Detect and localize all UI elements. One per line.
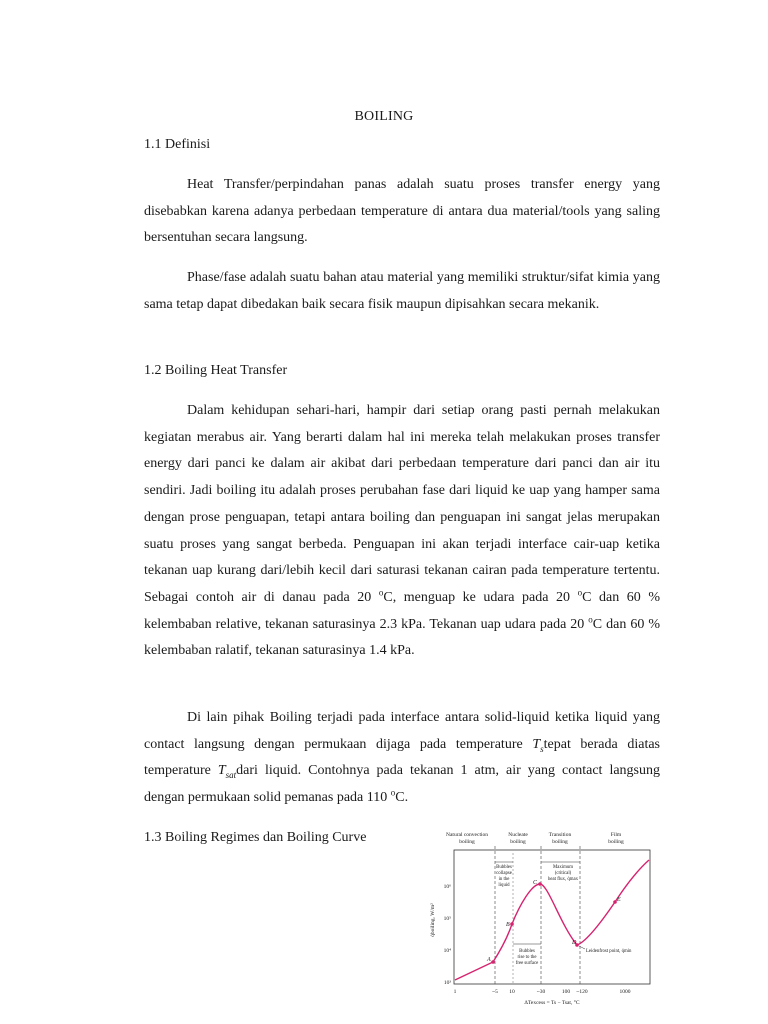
y-tick: 10⁴: [443, 948, 451, 954]
regime-label-transition-1: Transition: [548, 832, 572, 838]
regime-label-film-2: boiling: [608, 839, 624, 845]
degree-sup: o: [577, 587, 583, 598]
curve-point-c: [538, 882, 542, 886]
text-run: C dan 60 % kelembaban relative, tekanan saturasinya 2.3 kPa. Tekanan uap udara pada 20: [144, 589, 661, 632]
regime-label-film-1: Film: [610, 832, 622, 838]
curve-point-b: [510, 922, 514, 926]
point-label-d: D: [572, 940, 577, 946]
text-run: Dalam kehidupan sehari-hari, hampir dari setiap orang pasti pernah melakukan kegiatan merabus air. Yang berarti dalam hal ini mereka telah melakukan proses transfer energy dari panci ke dalam air akibat dari perbedaan temperature dari panci dan air itu sendiri. Jadi boiling itu adalah proses perubahan fase dari liquid ke uap yang hamper sama dengan prose penguapan, tetapi antara boiling dan penguapan ini sangat jelas merupakan suatu proses yang sangat berbeda. Penguapan ini akan terjadi interface cair-uap ketika tekanan uap kurang dari/lebih kecil dari saturasi tekanan cairan pada temperature tertentu. Sebagai contoh air di danau pada 20: [144, 403, 660, 605]
point-label-c: C: [533, 880, 538, 886]
annotation-rise-line: rise to the: [517, 955, 537, 960]
x-tick: 1000: [619, 989, 631, 995]
section-heading-boiling-heat-transfer: 1.2 Boiling Heat Transfer: [144, 363, 288, 378]
y-tick: 10³: [443, 980, 451, 986]
annotation-max-line: heat flux, q̇max: [548, 877, 578, 882]
page-title: BOILING: [354, 109, 414, 124]
degree-sup: o: [390, 787, 396, 798]
regime-label-nucleate-1: Nucleate: [508, 832, 528, 838]
y-tick: 10⁵: [443, 916, 451, 922]
x-tick: ~120: [576, 989, 588, 995]
x-tick: ~30: [536, 989, 546, 995]
regime-label-natural-1: Natural convection: [446, 832, 488, 838]
paragraph-boiling-intro: [144, 398, 660, 665]
symbol-ts: T: [532, 736, 541, 752]
annotation-collapse-line: Bubbles: [496, 865, 512, 870]
symbol-ts-sub: s: [540, 743, 544, 754]
annotation-rise-line: Bubbles: [519, 949, 535, 954]
text-run: C.: [395, 790, 409, 806]
text-run: tepat berada diatas temperature: [144, 736, 660, 779]
y-tick: 10⁶: [443, 884, 451, 890]
boiling-curve-figure: [420, 828, 660, 1024]
section-heading-boiling-regimes: 1.3 Boiling Regimes dan Boiling Curve: [144, 830, 367, 845]
degree-sup: o: [378, 587, 384, 598]
x-tick: 10: [509, 989, 515, 995]
annotation-collapse-line: liquid: [498, 883, 510, 888]
annotation-max-line: Maximum: [553, 865, 573, 870]
x-axis-label: ΔTexcess = Ts − Tsat, °C: [524, 1000, 580, 1006]
text-run: C dan 60 % kelembaban ralatif, tekanan saturasinya 1.4 kPa.: [144, 616, 661, 659]
annotation-leidenfrost: Leidenfrost point, q̇min: [586, 949, 632, 954]
section-heading-definisi: 1.1 Definisi: [144, 137, 211, 152]
paragraph-phase: Phase/fase adalah suatu bahan atau material yang memiliki struktur/sifat kimia yang sama tetap dapat dibedakan baik secara fisik maupun dipisahkan secara mekanik.: [144, 270, 660, 312]
annotation-collapse-line: collapse: [496, 871, 512, 876]
regime-label-transition-2: boiling: [552, 839, 568, 845]
x-tick: 1: [453, 989, 457, 995]
text-run: Di lain pihak Boiling terjadi pada interface antara solid-liquid ketika liquid yang contact langsung dengan permukaan dijaga pada temperature: [144, 710, 660, 752]
regime-label-natural-2: boiling: [459, 839, 475, 845]
y-axis-label: q̇boiling, W/m²: [430, 903, 436, 937]
text-run: dari liquid. Contohnya pada tekanan 1 atm, air yang contact langsung dengan permukaan solid pemanas pada 110: [144, 763, 660, 806]
annotation-rise-line: free surface: [515, 961, 539, 966]
annotation-max-line: (critical): [554, 871, 572, 876]
symbol-tsat-sub: sat: [225, 770, 237, 781]
x-tick: ~5: [492, 989, 498, 995]
annotation-collapse-line: in the: [498, 877, 510, 882]
point-label-b: B: [506, 922, 510, 928]
boiling-curve-svg: [420, 828, 660, 1024]
paragraph-heat-transfer: Heat Transfer/perpindahan panas adalah suatu proses transfer energy yang disebabkan karena adanya perbedaan temperature di antara dua material/tools yang saling bersentuhan secara langsung.: [144, 177, 660, 246]
point-label-e: E: [617, 897, 621, 903]
symbol-tsat: T: [217, 763, 226, 779]
plot-frame: [454, 850, 650, 984]
regime-label-nucleate-2: boiling: [510, 839, 526, 845]
paragraph-boiling-interface: [144, 705, 660, 812]
point-label-a: A: [487, 957, 491, 963]
x-tick: 100: [561, 989, 571, 995]
degree-sup: o: [588, 613, 593, 624]
curve-point-a: [491, 960, 495, 964]
text-run: C, menguap ke udara pada 20: [383, 589, 578, 605]
